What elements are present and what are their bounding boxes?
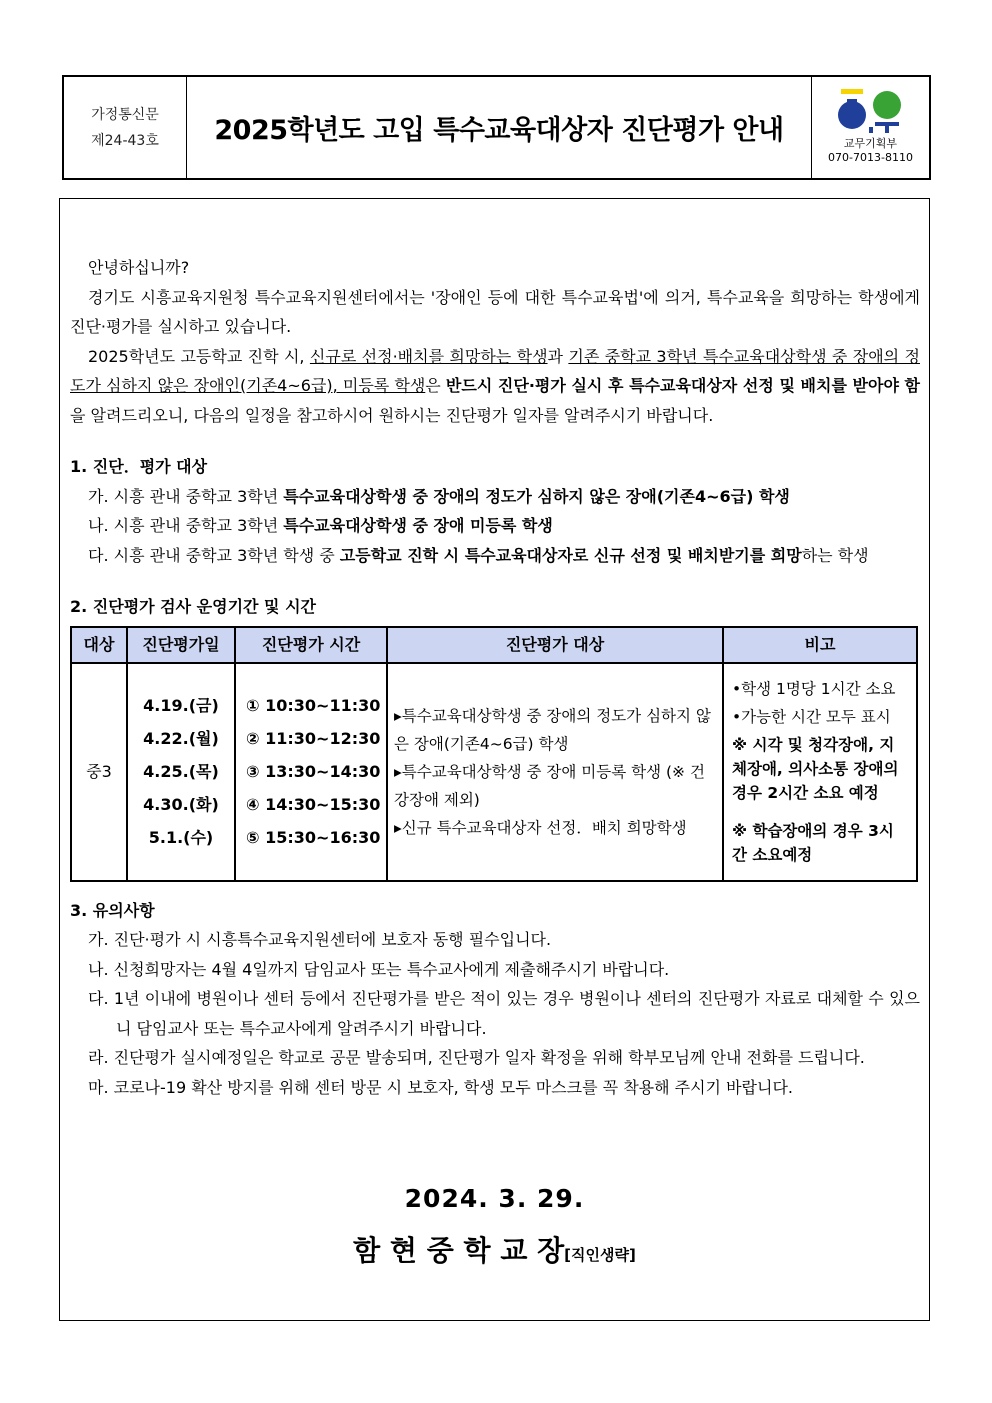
note-item: ※ 학습장애의 경우 3시간 소요예정 [732,821,894,864]
note-item: •학생 1명당 1시간 소요 [732,679,896,698]
section-1-item [70,511,920,541]
letter-content [70,253,920,1102]
exam-date: 4.19.(금) [143,696,219,715]
notice-item: 마. 코로나-19 확산 방지를 위해 센터 방문 시 보호자, 학생 모두 마스크를 꼭 착용해 주시기 바랍니다. [88,1077,794,1097]
intro-underlined-2: 기존 중학교 3학년 특수교육대상학생 중 장애의 정도가 심하지 않은 장애인(기존4~6급), 미등록 학생 [70,346,920,395]
page-title: 2025학년도 고입 특수교육대상자 진단평가 안내 [214,115,784,146]
item-bold-text: 고등학교 진학 시 특수교육대상자로 신규 선정 및 배치받기를 희망 [339,545,802,565]
dates-cell [127,663,235,881]
col-header: 대상 [71,627,127,663]
department-name: 교무기획부 [843,137,898,150]
intro-text: 을 알려드리오니, 다음의 일정을 참고하시어 원하시는 진단평가 일자를 알려주시기 바랍니다. [70,405,714,425]
notice-item: 라. 진단평가 실시예정일은 학교로 공문 발송되며, 진단평가 일자 확정을 위해 학부모님께 안내 전화를 드립니다. [88,1048,865,1067]
exam-time: ③ 13:30~14:30 [246,762,381,781]
header-box [62,75,931,180]
intro-underlined-1: 신규로 선정·배치를 희망하는 학생 [309,346,548,366]
school-principal: 함 현 중 학 교 장 [353,1234,565,1267]
times-cell [235,663,387,881]
exam-time: ④ 14:30~15:30 [246,795,381,814]
item-text: 나. 시흥 관내 중학교 3학년 [88,516,284,535]
school-logo-cell [811,77,929,178]
doc-type: 가정통신문 [91,106,159,123]
principal-signature [60,1229,929,1269]
item-bold-text: 특수교육대상학생 중 장애의 정도가 심하지 않은 장애(기존4~6급) 학생 [283,486,790,506]
table-row [71,663,917,881]
school-logo-icon [835,87,907,135]
intro-paragraph-1: 경기도 시흥교육지원청 특수교육지원센터에서는 '장애인 등에 대한 특수교육법'에 의거, 특수교육을 희망하는 학생에게 진단·평가를 실시하고 있습니다. [70,287,920,336]
target-item: ▸신규 특수교육대상자 선정．배치 희망학생 [394,818,687,837]
greeting: 안녕하십니까? [88,258,190,277]
notice-item: 다. 1년 이내에 병원이나 센터 등에서 진단평가를 받은 적이 있는 경우 병원이나 센터의 진단평가 자료로 대체할 수 있으니 담임교사 또는 특수교사에게 알려주시기 바랍니다. [88,989,920,1038]
intro-text: 2025학년도 고등학교 진학 시, [88,346,310,366]
col-header: 비고 [723,627,917,663]
notes-cell [723,663,917,881]
section-2-heading: 2. 진단평가 검사 운영기간 및 시간 [70,597,316,616]
target-item: ▸특수교육대상학생 중 장애의 정도가 심하지 않은 장애(기존4~6급) 학생 [394,706,711,753]
exam-date: 4.25.(목) [143,762,219,781]
intro-emphasis: 반드시 진단·평가 실시 후 특수교육대상자 선정 및 배치를 받아야 함 [445,376,920,395]
exam-date: 5.1.(수) [148,828,214,847]
doc-number: 제24-43호 [91,132,159,149]
intro-text: 과 [547,346,569,366]
item-text: 하는 학생 [801,545,869,565]
exam-time: ⑤ 15:30~16:30 [246,828,381,847]
item-text: 가. 시흥 관내 중학교 3학년 [88,486,284,506]
exam-date: 4.30.(화) [143,795,219,814]
note-item: •가능한 시간 모두 표시 [732,707,891,726]
col-header: 진단평가일 [127,627,235,663]
phone-number: 070-7013-8110 [828,151,913,164]
col-header: 진단평가 대상 [387,627,723,663]
notice-item: 가. 진단·평가 시 시흥특수교육지원센터에 보호자 동행 필수입니다. [88,930,552,949]
exam-date: 4.22.(월) [143,729,219,748]
section-1-heading: 1. 진단．평가 대상 [70,457,208,476]
intro-text: 은 [425,376,446,395]
exam-time: ① 10:30~11:30 [246,696,381,715]
notice-item: 나. 신청희망자는 4월 4일까지 담임교사 또는 특수교사에게 제출해주시기 바랍니다. [88,959,670,979]
col-header: 진단평가 시간 [235,627,387,663]
targets-cell [387,663,723,881]
letter-body [59,198,930,1321]
intro-paragraph-2 [70,342,920,431]
schedule-table [70,626,918,882]
note-item: ※ 시각 및 청각장애, 지체장애, 의사소통 장애의 경우 2시간 소요 예정 [732,735,899,802]
table-header-row [71,627,917,663]
seal-note: [직인생략] [564,1246,636,1264]
exam-time: ② 11:30~12:30 [246,729,381,748]
item-text: 다. 시흥 관내 중학교 3학년 학생 중 [88,545,340,565]
target-item: ▸특수교육대상학생 중 장애 미등록 학생 (※ 건강장애 제외) [394,762,705,809]
grade-cell: 중3 [71,663,127,881]
section-1-item [70,541,920,571]
section-1-item [70,482,920,512]
item-bold-text: 특수교육대상학생 중 장애 미등록 학생 [283,516,553,535]
letter-date: 2024. 3. 29. [404,1184,585,1213]
section-3-heading: 3. 유의사항 [70,900,155,920]
doc-number-cell [64,77,187,178]
